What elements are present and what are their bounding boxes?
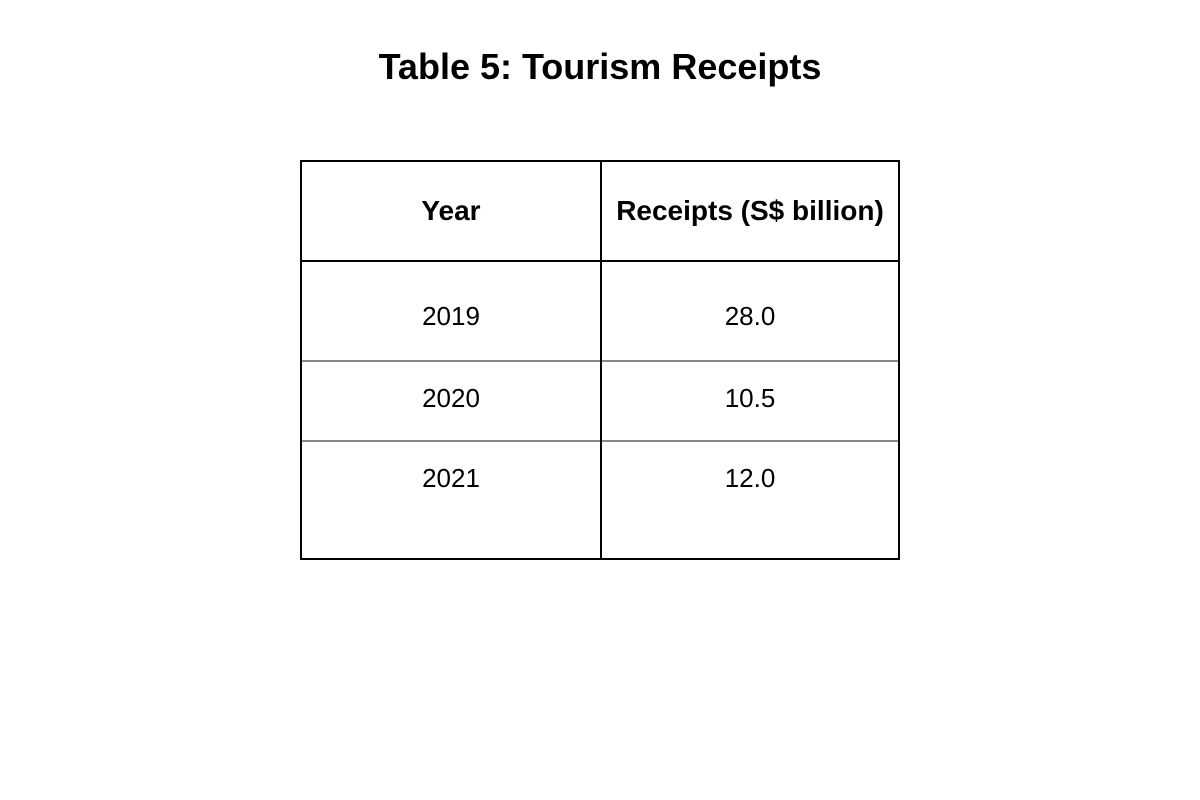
column-header-receipts: Receipts (S$ billion) [616, 195, 884, 226]
year-cell: 2021 [422, 463, 480, 493]
table-title: Table 5: Tourism Receipts [378, 46, 822, 87]
year-cell: 2020 [422, 383, 480, 413]
receipts-cell: 12.0 [724, 463, 776, 493]
receipts-cell: 28.0 [724, 301, 776, 331]
year-cell: 2019 [422, 301, 480, 331]
tourism-receipts-table [300, 160, 900, 560]
receipts-cell: 10.5 [724, 383, 776, 413]
column-divider [600, 162, 602, 558]
column-header-year: Year [421, 195, 481, 226]
